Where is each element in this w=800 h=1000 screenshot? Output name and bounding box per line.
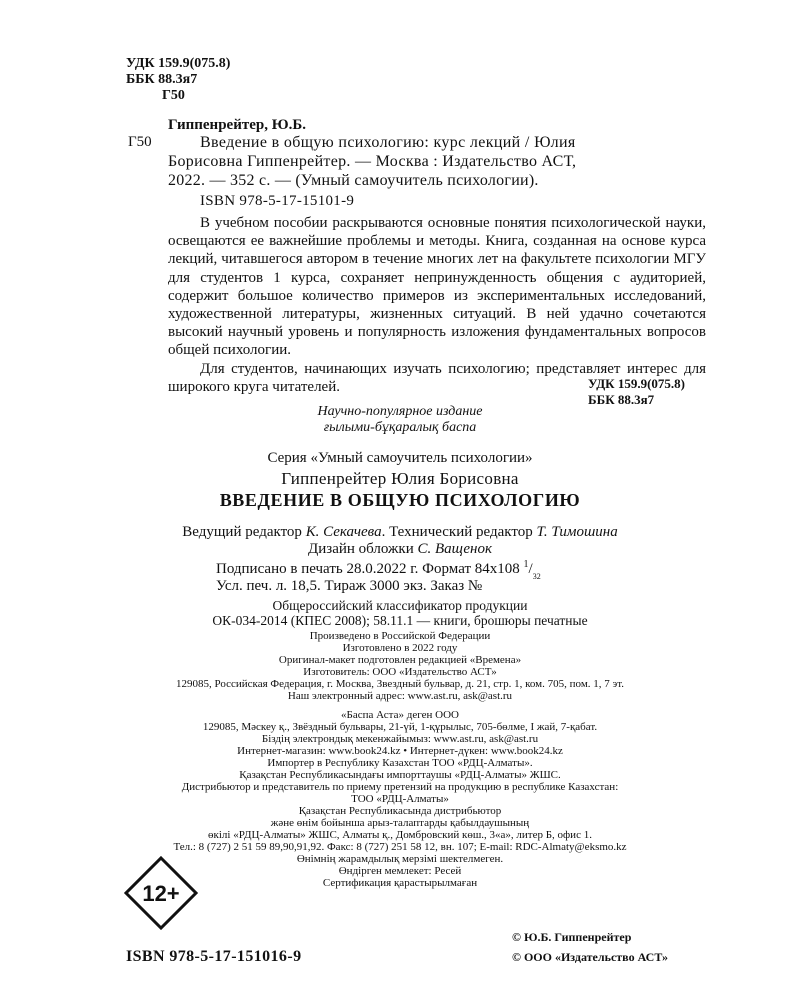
abstract-paragraph-2: Для студентов, начинающих изучать психологию; представляет интерес для широкого круга читателей. bbox=[168, 360, 706, 395]
production-kz-7: ТОО «РДЦ-Алматы» bbox=[351, 793, 449, 805]
classifier-line-2: ОК-034-2014 (КПЕС 2008); 58.11.1 — книги, брошюры печатные bbox=[212, 613, 588, 628]
series: Серия «Умный самоучитель психологии» bbox=[267, 450, 533, 466]
tech-editor-name: Т. Тимошина bbox=[536, 524, 618, 540]
production-kz-0: «Баспа Аста» деген ООО bbox=[341, 709, 459, 721]
tech-editor-label: Технический редактор bbox=[389, 524, 533, 540]
copyright-author: © Ю.Б. Гиппенрейтер bbox=[512, 930, 632, 944]
edition-kz: ғылыми-бұқаралық баспа bbox=[323, 420, 477, 435]
print-format: Подписано в печать 28.0.2022 г. Формат 84х108 bbox=[216, 561, 520, 577]
format-fraction-num: 1 bbox=[523, 559, 529, 570]
author-full: Гиппенрейтер Юлия Борисовна bbox=[281, 469, 519, 488]
record-line-2: Борисовна Гиппенрейтер. — Москва : Издательство АСТ, bbox=[168, 153, 577, 170]
abstract-paragraph-1: В учебном пособии раскрываются основные понятия психологической науки, освещаются ее важнейшие проблемы и методы. Книга, созданная на основе курса лекций, читавшегося автором в течение многих лет на факультете психологии МГУ для студентов 1 курса, сохраняет непринужденность общения с аудиторией, содержит большое количество примеров из экспериментальных исследований, художественной литературы, жизненных ситуаций. В ней удачно сочетаются высокий научный уровень и популярность изложения фундаментальных вопросов общей психологии. bbox=[168, 215, 706, 359]
record-mark: Г50 bbox=[128, 134, 152, 150]
copyright-publisher: © ООО «Издательство АСТ» bbox=[512, 950, 669, 964]
record-line-1: Введение в общую психологию: курс лекций / Юлия bbox=[200, 134, 576, 151]
isbn-bottom: ISBN 978-5-17-151016-9 bbox=[126, 948, 302, 965]
print-line-2: Усл. печ. л. 18,5. Тираж 3000 экз. Заказ № bbox=[216, 578, 483, 594]
production-ru-4: 129085, Российская Федерация, г. Москва, Звездный бульвар, д. 21, стр. 1, ком. 705, пом. 1, 7 эт. bbox=[176, 678, 624, 690]
top-bbk: ББК 88.3я7 bbox=[126, 72, 198, 87]
lead-editor-name: К. Секачева bbox=[305, 524, 382, 540]
production-kz-12: Өнімнің жарамдылық мерзімі шектелмеген. bbox=[296, 853, 504, 865]
production-kz-11: Тел.: 8 (727) 2 51 59 89,90,91,92. Факс: 8 (727) 251 58 12, вн. 107; E-mail: RDC-Almaty@eksmo.kz bbox=[173, 841, 627, 853]
production-kz-9: және өнім бойынша арыз-талаптарды қабылдаушының bbox=[270, 817, 530, 829]
production-kz-1: 129085, Мәскеу қ., Звёздный бульвары, 21-үй, 1-құрылыс, 705-бөлме, I жай, 7-қабат. bbox=[202, 721, 598, 733]
abstract bbox=[168, 214, 706, 396]
cover-design-name: С. Ващенок bbox=[417, 541, 492, 557]
record-line-3: 2022. — 352 с. — (Умный самоучитель психологии). bbox=[168, 172, 539, 189]
codes-right-bbk: ББК 88.3я7 bbox=[588, 392, 655, 407]
record-author: Гиппенрейтер, Ю.Б. bbox=[168, 117, 307, 133]
production-kz-6: Дистрибьютор и представитель по приему претензий на продукцию в республике Казахстан: bbox=[181, 781, 619, 793]
cover-design-label: Дизайн обложки bbox=[308, 541, 414, 557]
production-kz-3: Интернет-магазин: www.book24.kz • Интернет-дүкен: www.book24.kz bbox=[237, 745, 563, 757]
age-rating-badge bbox=[124, 856, 198, 930]
record-isbn: ISBN 978-5-17-15101-9 bbox=[200, 193, 355, 209]
credits-line-1: Ведущий редактор К. Секачева. Технический редактор Т. Тимошина bbox=[182, 524, 618, 540]
production-kz-4: Импортер в Республику Казахстан ТОО «РДЦ-Алматы». bbox=[267, 757, 533, 769]
top-code: Г50 bbox=[162, 88, 185, 103]
production-kz-8: Қазақстан Республикасында дистрибьютор bbox=[298, 805, 502, 817]
codes-right-udk: УДК 159.9(075.8) bbox=[588, 376, 686, 391]
production-kz-13: Өндірген мемлекет: Ресей bbox=[338, 865, 462, 877]
age-rating-text: 12+ bbox=[142, 881, 180, 906]
print-line-1: Подписано в печать 28.0.2022 г. Формат 84х108 $^1/_{32}$ bbox=[216, 559, 541, 581]
top-udk: УДК 159.9(075.8) bbox=[126, 56, 231, 71]
production-kz-14: Сертификация қарастырылмаған bbox=[322, 877, 478, 889]
production-ru-3: Изготовитель: ООО «Издательство АСТ» bbox=[303, 666, 497, 678]
production-kz-10: өкілі «РДЦ-Алматы» ЖШС, Алматы қ., Домбровский көш., 3«а», литер Б, офис 1. bbox=[208, 829, 592, 841]
production-ru-5: Наш электронный адрес: www.ast.ru, ask@ast.ru bbox=[287, 690, 513, 702]
production-kz-5: Қазақстан Республикасындағы импорттаушы «РДЦ-Алматы» ЖШС. bbox=[239, 769, 561, 781]
production-ru-0: Произведено в Российской Федерации bbox=[309, 630, 491, 642]
edition-ru: Научно-популярное издание bbox=[317, 404, 483, 419]
lead-editor-label: Ведущий редактор bbox=[182, 524, 302, 540]
credits-line-2 bbox=[0, 541, 800, 558]
classifier-line-1: Общероссийский классификатор продукции bbox=[272, 598, 528, 613]
production-ru-2: Оригинал-макет подготовлен редакцией «Времена» bbox=[278, 654, 522, 666]
production-kz-2: Біздің электрондық мекенжайымыз: www.ast.ru, ask@ast.ru bbox=[261, 733, 539, 745]
book-title: ВВЕДЕНИЕ В ОБЩУЮ ПСИХОЛОГИЮ bbox=[219, 490, 581, 510]
format-fraction-den: 32 bbox=[532, 572, 541, 581]
production-ru-1: Изготовлено в 2022 году bbox=[342, 642, 458, 654]
